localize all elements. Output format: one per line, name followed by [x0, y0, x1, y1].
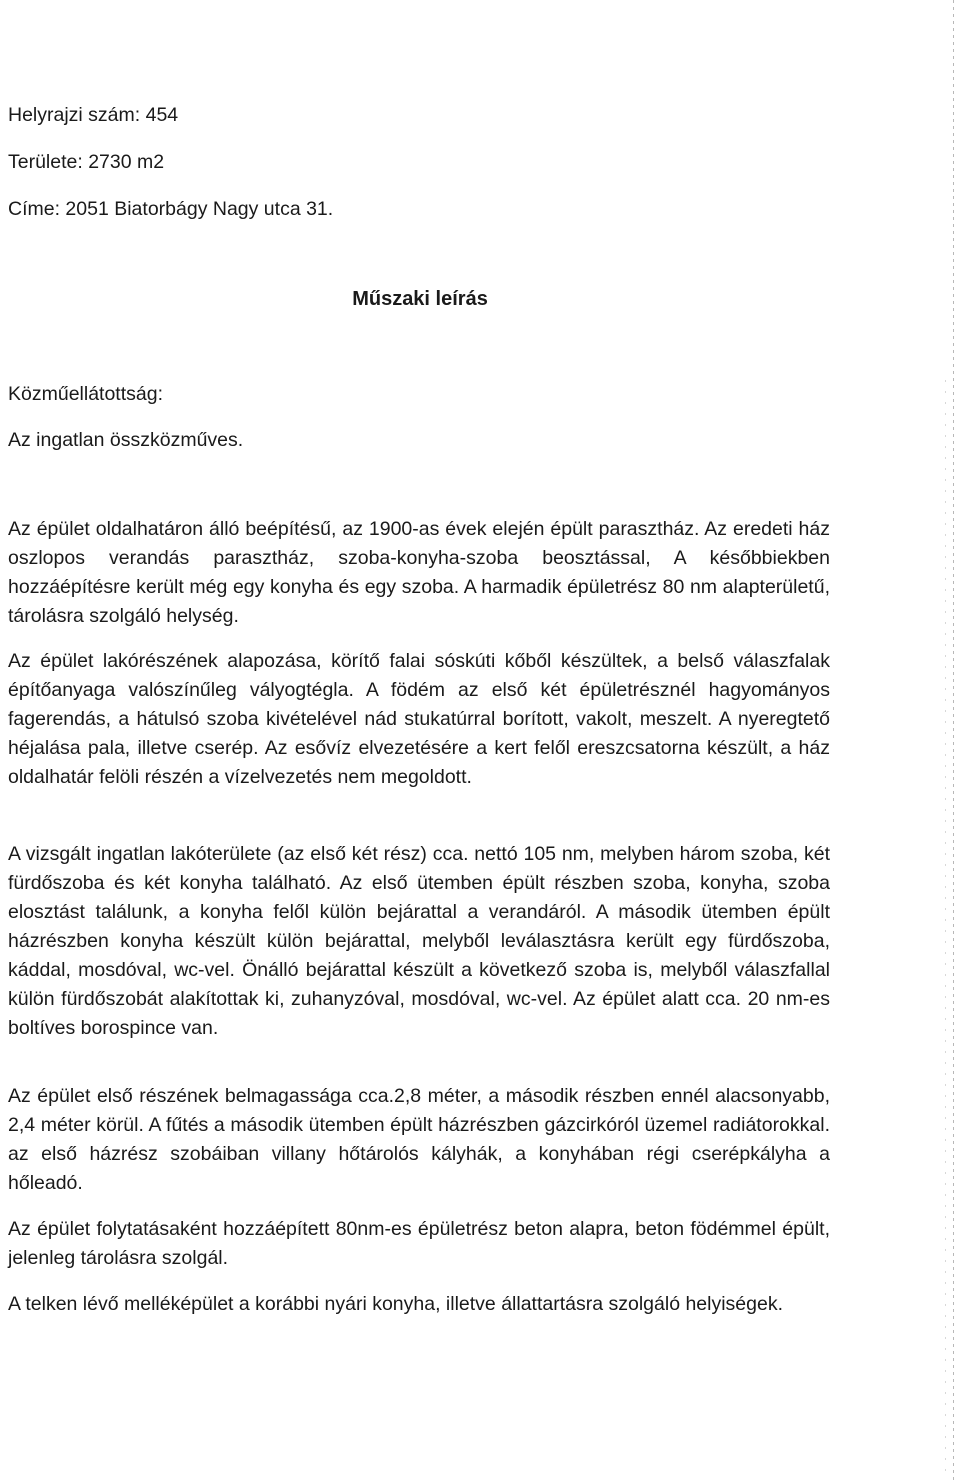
- paragraph-building-history: Az épület oldalhatáron álló beépítésű, az 1900-as évek elején épült parasztház. Az eredeti ház oszlopos verandás parasztház, szoba-konyha-szoba beosztással, A későbbiekben hozzáépítésre került még egy konyha és egy szoba. A harmadik épületrész 80 nm alapterületű, tárolásra szolgáló helység.: [8, 518, 830, 627]
- lot-number: Helyrajzi szám: 454: [8, 104, 179, 126]
- paragraph-heating: Az épület első részének belmagassága cca.2,8 méter, a második részben ennél alacsonyabb, 2,4 méter körül. A fűtés a második ütemben épült házrészben gázcirkóról üzemel radiátorokkal. az első házrész szobáiban villany hőtárolós kályhák, a konyhában régi cserépkályha a hőleadó.: [8, 1085, 830, 1194]
- area: Területe: 2730 m2: [8, 151, 165, 173]
- utilities-label: Közműellátottság:: [8, 383, 164, 405]
- document-title: Műszaki leírás: [352, 288, 488, 310]
- paragraph-living-area: A vizsgált ingatlan lakóterülete (az első két rész) cca. nettó 105 nm, melyben három szoba, két fürdőszoba és két konyha található. Az első ütemben épült részben szoba, konyha, szoba elosztást találunk, a konyha felől külön bejárattal a verandáról. A második ütemben épült házrészben konyha készült külön bejárattal, melyből leválasztásra került egy fürdőszoba, káddal, mosdóval, wc-vel. Önálló bejárattal készült a következő szoba is, melyből válaszfallal külön fürdőszobát alakítottak ki, zuhanyzóval, mosdóval, wc-vel. Az épület alatt cca. 20 nm-es boltíves borospince van.: [8, 843, 830, 1039]
- paragraph-outbuilding: A telken lévő melléképület a korábbi nyári konyha, illetve állattartásra szolgáló helyiségek.: [8, 1293, 784, 1315]
- utilities-value: Az ingatlan összközműves.: [8, 429, 244, 451]
- paragraph-structure: Az épület lakórészének alapozása, körítő falai sóskúti kőből készültek, a belső válaszfalak építőanyaga valószínűleg vályogtégla. A födém az első két épületrésznél hagyományos fagerendás, a hátulsó szoba kivételével nád stukatúrral borított, vakolt, meszelt. A nyeregtető héjalása pala, illetve cserép. Az esővíz elvezetésére a kert felől ereszcsatorna készült, a ház oldalhatár felöli részén a vízelvezetés nem megoldott.: [8, 650, 830, 788]
- scan-edge-artifact: [945, 380, 946, 1480]
- paragraph-extension: Az épület folytatásaként hozzáépített 80nm-es épületrész beton alapra, beton födémmel épült, jelenleg tárolásra szolgál.: [8, 1218, 830, 1269]
- scan-edge-artifact: [953, 0, 954, 1480]
- address: Címe: 2051 Biatorbágy Nagy utca 31.: [8, 198, 334, 220]
